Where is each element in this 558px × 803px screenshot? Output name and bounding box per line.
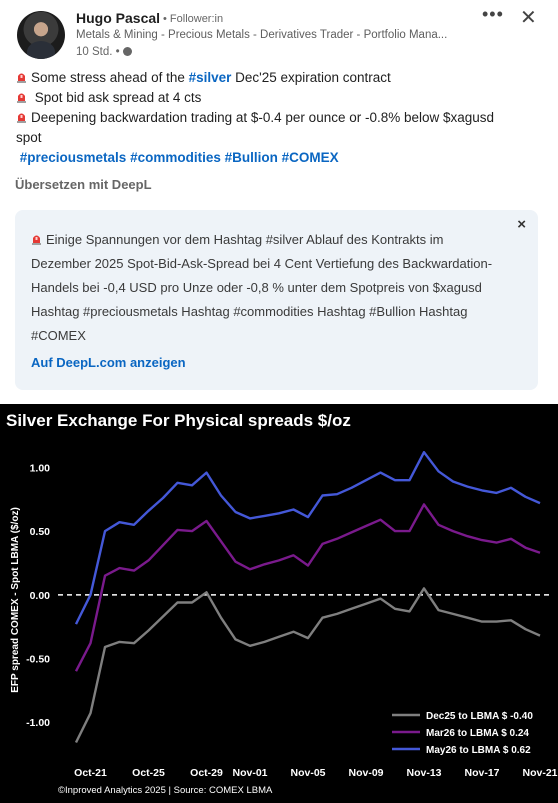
hashtag-silver[interactable]: #silver xyxy=(188,70,232,85)
x-tick-label: Oct-29 xyxy=(190,767,223,779)
author-headline: Metals & Mining - Precious Metals - Derivatives Trader - Portfolio Mana... xyxy=(76,29,448,41)
post-line-1 xyxy=(16,68,546,88)
y-tick-label: -1.00 xyxy=(26,717,50,730)
post-line-3-text: Deepening backwardation trading at $-0.4 per ounce or -0.8% below $xagusd xyxy=(31,110,495,125)
chart-y-axis-label: EFP spread COMEX - Spot LBMA ($/oz) xyxy=(10,507,21,693)
y-tick-label: 1.00 xyxy=(29,462,50,475)
series-lines xyxy=(76,452,540,742)
globe-icon xyxy=(123,47,132,56)
avatar[interactable] xyxy=(17,11,65,59)
post-line-1-text: Some stress ahead of the xyxy=(31,70,189,85)
deepl-link[interactable]: Auf DeepL.com anzeigen xyxy=(31,355,186,370)
post-line-2 xyxy=(16,88,546,108)
translate-button[interactable]: Übersetzen mit DeepL xyxy=(15,177,152,192)
hashtags xyxy=(16,148,546,168)
x-tick-label: Oct-25 xyxy=(132,767,165,779)
legend xyxy=(392,711,533,756)
hashtag-bullion[interactable]: #Bullion xyxy=(224,150,278,165)
x-tick-label: Nov-05 xyxy=(290,767,326,779)
y-tick-label: 0.00 xyxy=(29,589,50,602)
close-icon[interactable]: ✕ xyxy=(520,7,537,29)
x-axis xyxy=(74,767,558,779)
siren-icon xyxy=(16,91,27,103)
author-name[interactable]: Hugo Pascal xyxy=(76,10,161,26)
x-tick-label: Nov-21 xyxy=(522,767,558,779)
series-line-1 xyxy=(76,504,540,671)
siren-icon xyxy=(16,111,27,123)
y-axis xyxy=(26,462,50,729)
siren-icon xyxy=(16,71,27,83)
follower-tag: • Follower:in xyxy=(163,13,224,25)
post-line-4: spot xyxy=(16,130,42,145)
x-tick-label: Nov-17 xyxy=(464,767,500,779)
hashtag-comex[interactable]: #COMEX xyxy=(281,150,339,165)
time-label: 10 Std. • xyxy=(76,46,120,58)
post-header xyxy=(0,0,558,64)
ellipsis-icon[interactable]: ••• xyxy=(482,4,504,24)
translation-panel xyxy=(15,210,538,390)
post-text xyxy=(16,68,546,168)
post-timestamp xyxy=(76,46,132,58)
x-tick-label: Nov-09 xyxy=(348,767,384,779)
x-tick-label: Nov-13 xyxy=(406,767,442,779)
hashtag-preciousmetals[interactable]: #preciousmetals xyxy=(19,150,127,165)
chart-source: ©Inproved Analytics 2025 | Source: COMEX LBMA xyxy=(58,785,273,796)
post-line-2-text: Spot bid ask spread at 4 cts xyxy=(31,90,202,105)
siren-icon xyxy=(31,233,42,245)
x-tick-label: Oct-21 xyxy=(74,767,107,779)
y-tick-label: 0.50 xyxy=(29,526,50,539)
post-line-3 xyxy=(16,108,546,128)
translation-text xyxy=(31,228,501,348)
y-tick-label: -0.50 xyxy=(26,653,50,666)
translation-body: Einige Spannungen vor dem Hashtag #silver Ablauf des Kontrakts im Dezember 2025 Spot-Bid-Ask-Spread bei 4 Cent Vertiefung des Backwardation-Handels bei -0,4 USD pro Unze oder -0,8 % unter dem Spotpreis von $xagusd Hashtag #preciousmetals Hashtag #commodities Hashtag #Bullion Hashtag #COMEX xyxy=(31,232,493,343)
legend-label: Dec25 to LBMA $ -0.40 xyxy=(426,711,533,722)
post-line-1-suffix: Dec'25 expiration contract xyxy=(231,70,391,85)
chart-title: Silver Exchange For Physical spreads $/oz xyxy=(6,411,351,430)
hashtag-commodities[interactable]: #commodities xyxy=(130,150,221,165)
x-tick-label: Nov-01 xyxy=(232,767,268,779)
translation-close-button[interactable]: × xyxy=(517,216,526,233)
legend-label: Mar26 to LBMA $ 0.24 xyxy=(426,728,529,739)
chart-image[interactable] xyxy=(0,404,558,803)
efp-spread-chart xyxy=(0,404,558,803)
legend-label: May26 to LBMA $ 0.62 xyxy=(426,745,531,756)
